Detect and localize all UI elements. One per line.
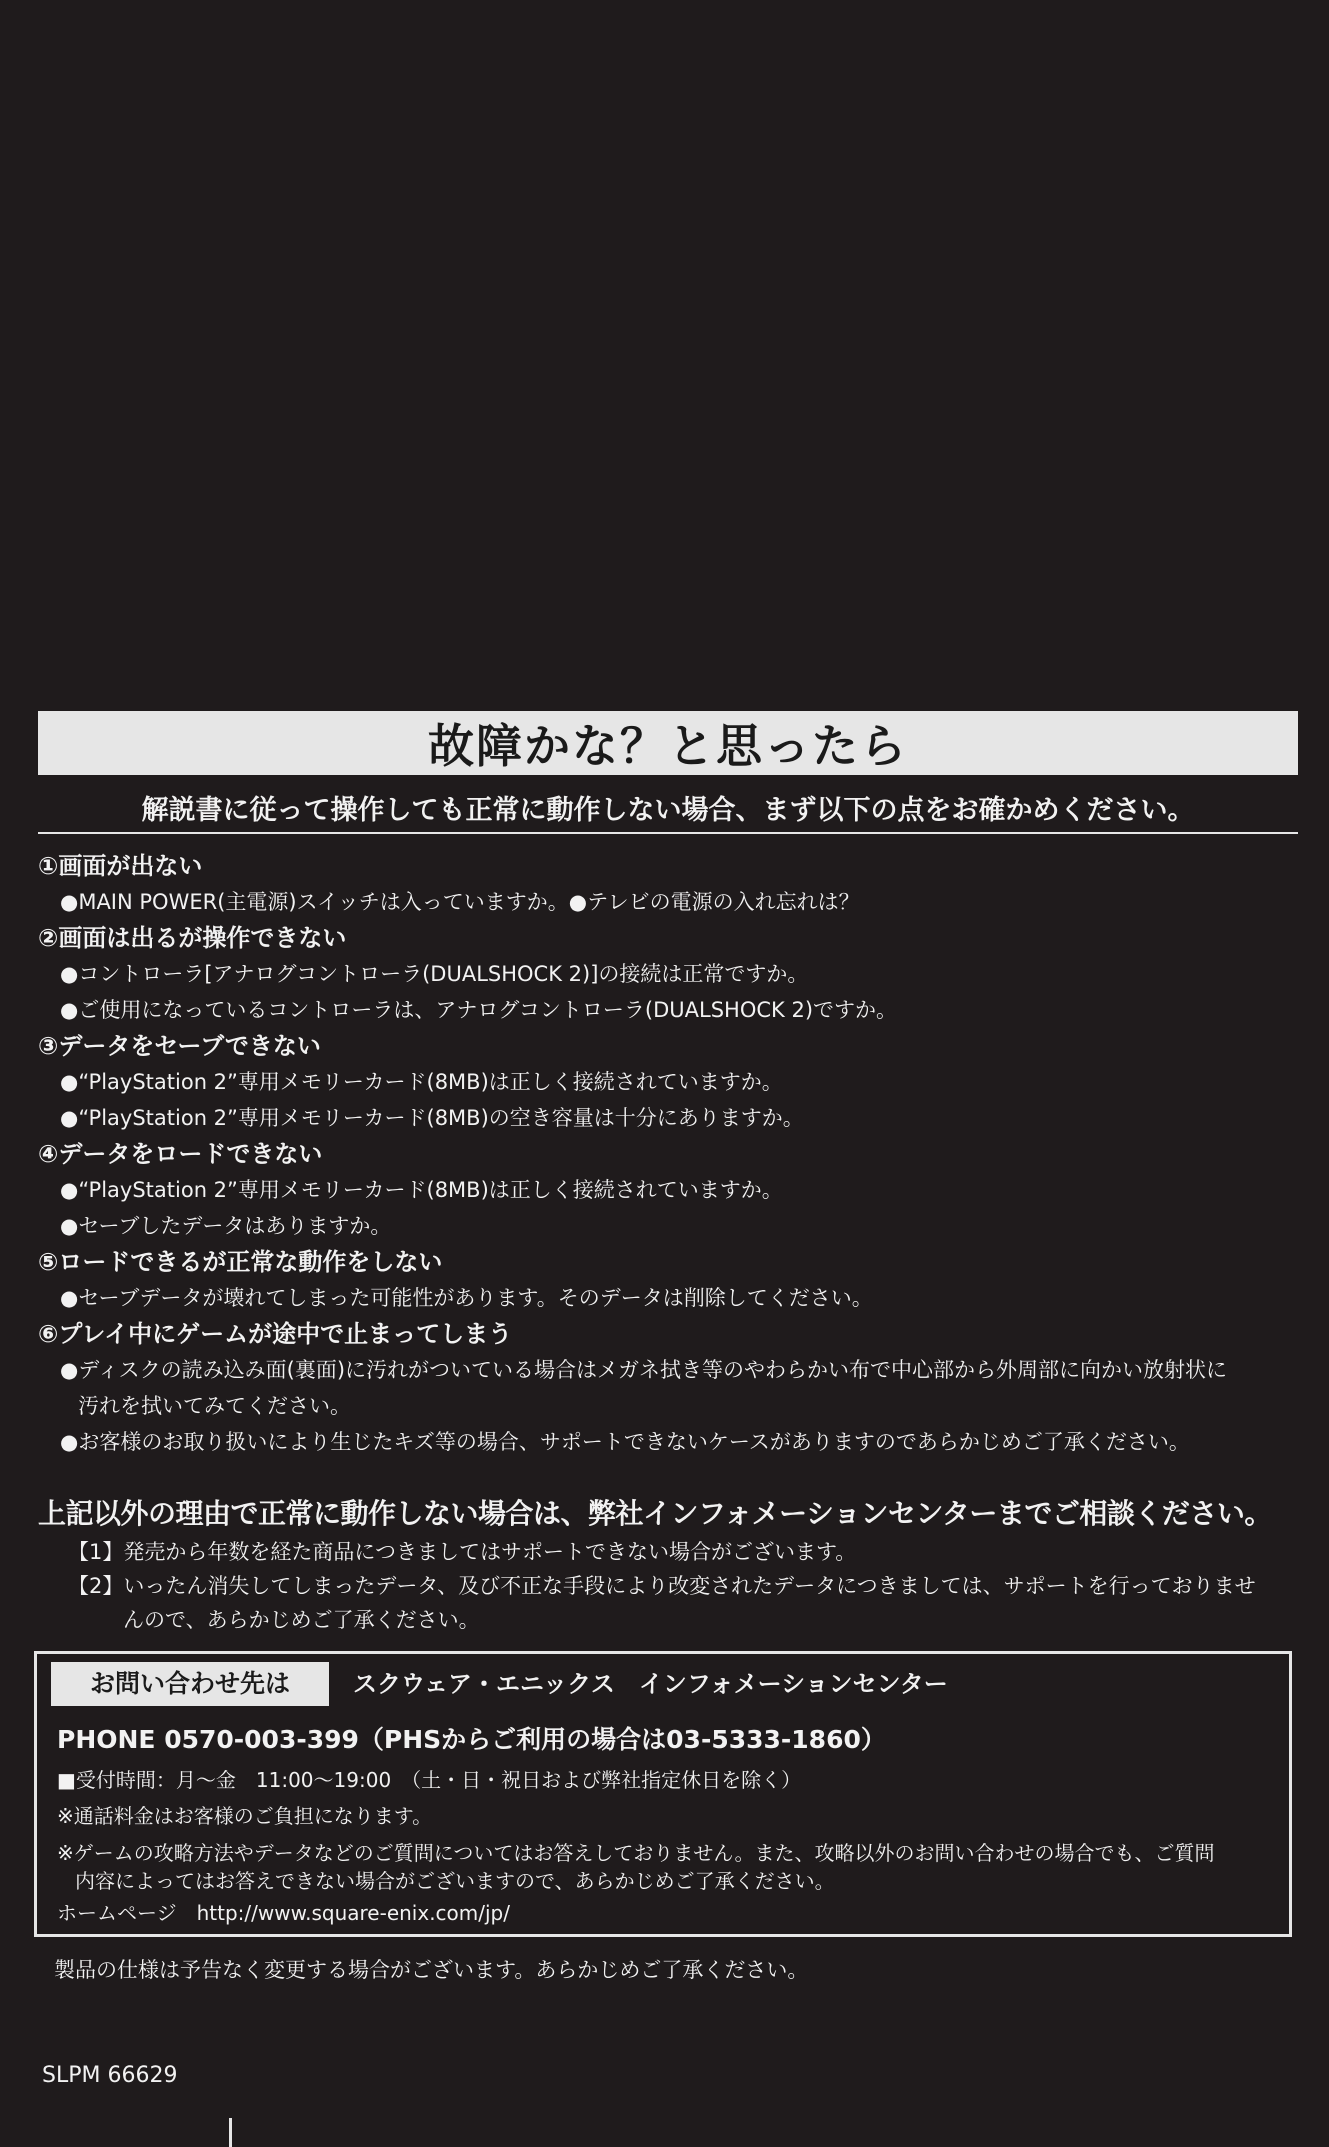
call-fee-note: ※通話料金はお客様のご負担になります。 xyxy=(57,1804,433,1828)
section-title: ③データをセーブできない xyxy=(38,1032,321,1060)
business-hours: ■受付時間：月～金 11:00～19:00 （土・日・祝日および弊社指定休日を除く） xyxy=(57,1768,802,1792)
strategy-note-cont: 内容によってはお答えできない場合がございますので、あらかじめご了承ください。 xyxy=(75,1869,835,1893)
check-item: ●“PlayStation 2”専用メモリーカード(8MB)の空き容量は十分にありますか。 xyxy=(60,1106,804,1130)
strategy-note: ※ゲームの攻略方法やデータなどのご質問についてはお答えしておりません。また、攻略以外のお問い合わせの場合でも、ご質問 xyxy=(57,1841,1215,1865)
spec-change-note: 製品の仕様は予告なく変更する場合がございます。あらかじめご了承ください。 xyxy=(54,1958,809,1982)
support-note: んので、あらかじめご了承ください。 xyxy=(123,1608,480,1632)
support-note: 【2】いったん消失してしまったデータ、及び不正な手段により改変されたデータにつきましては、サポートを行っておりませ xyxy=(68,1574,1256,1598)
check-item: ●“PlayStation 2”専用メモリーカード(8MB)は正しく接続されていますか。 xyxy=(60,1178,783,1202)
page-title: 故障かな？と思ったら xyxy=(428,719,908,773)
section-title: ⑥プレイ中にゲームが途中で止まってしまう xyxy=(38,1320,513,1348)
check-item: ●ご使用になっているコントローラは、アナログコントローラ(DUALSHOCK 2)ですか。 xyxy=(60,998,898,1022)
section-title: ②画面は出るが操作できない xyxy=(38,924,347,952)
check-item: ●ディスクの読み込み面(裏面)に汚れがついている場合はメガネ拭き等のやわらかい布で中心部から外周部に向かい放射状に xyxy=(60,1358,1228,1382)
section-title: ④データをロードできない xyxy=(38,1140,323,1168)
support-notes xyxy=(38,1535,1300,1637)
other-reason-heading: 上記以外の理由で正常に動作しない場合は、弊社インフォメーションセンターまでご相談ください。 xyxy=(38,1497,1272,1530)
troubleshooting-list xyxy=(38,848,1300,1460)
support-note: 【1】発売から年数を経た商品につきましてはサポートできない場合がございます。 xyxy=(68,1540,857,1564)
section-title: ①画面が出ない xyxy=(38,852,203,880)
contact-box xyxy=(34,1651,1292,1937)
spine-mark xyxy=(229,2118,232,2147)
check-item: ●セーブデータが壊れてしまった可能性があります。そのデータは削除してください。 xyxy=(60,1286,873,1310)
homepage-link[interactable]: ホームページ http://www.square-enix.com/jp/ xyxy=(57,1901,510,1925)
section-title: ⑤ロードできるが正常な動作をしない xyxy=(38,1248,443,1276)
check-item: ●コントローラ[アナログコントローラ(DUALSHOCK 2)]の接続は正常ですか。 xyxy=(60,962,809,986)
page-subtitle: 解説書に従って操作しても正常に動作しない場合、まず以下の点をお確かめください。 xyxy=(38,790,1298,834)
check-item: ●MAIN POWER(主電源)スイッチは入っていますか。●テレビの電源の入れ忘れは？ xyxy=(60,890,860,914)
check-item: ●セーブしたデータはありますか。 xyxy=(60,1214,392,1238)
check-item: 汚れを拭いてみてください。 xyxy=(78,1394,351,1418)
title-banner xyxy=(38,711,1298,775)
contact-center-name: スクウェア・エニックス インフォメーションセンター xyxy=(353,1670,948,1698)
check-item: ●“PlayStation 2”専用メモリーカード(8MB)は正しく接続されていますか。 xyxy=(60,1070,783,1094)
check-item: ●お客様のお取り扱いにより生じたキズ等の場合、サポートできないケースがありますのであらかじめご了承ください。 xyxy=(60,1430,1190,1454)
product-code: SLPM 66629 xyxy=(42,2063,178,2088)
phone-number: PHONE 0570-003-399（PHSからご利用の場合は03-5333-1860） xyxy=(57,1725,886,1754)
contact-label: お問い合わせ先は xyxy=(51,1662,329,1706)
